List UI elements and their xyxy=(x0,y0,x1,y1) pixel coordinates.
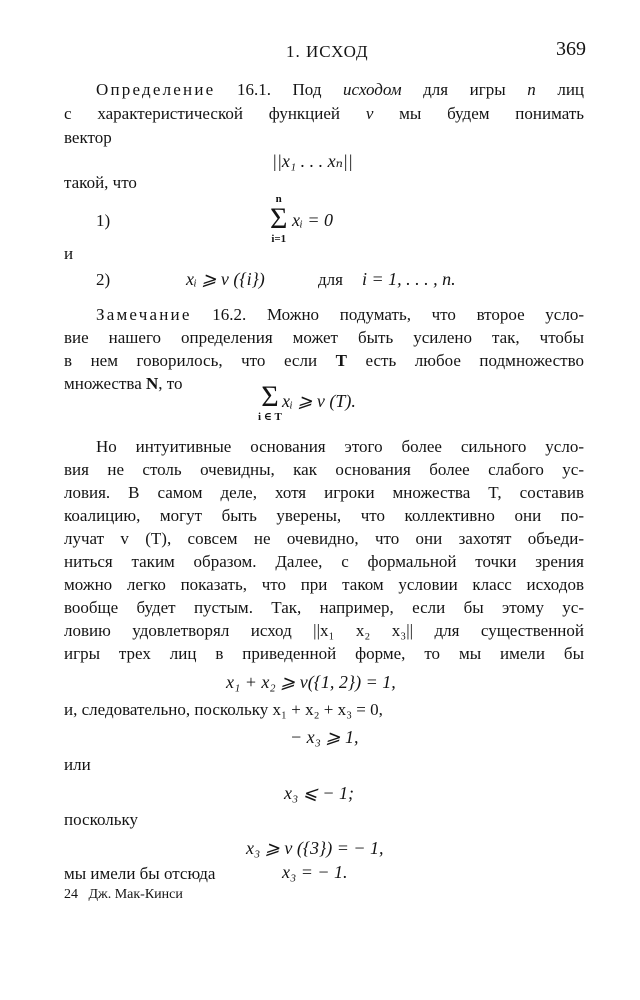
definition-line-3: вектор xyxy=(64,128,112,147)
page-number: 369 xyxy=(556,38,586,60)
definition-line-1 xyxy=(96,80,584,100)
paragraph-2-line-7: можно легко показать, что при таком условии класс исходов xyxy=(64,575,584,594)
definition-line-2 xyxy=(64,104,584,124)
condition-2-label: 2) xyxy=(96,270,111,289)
expression: xᵢ ⩾ v ({i}) xyxy=(186,269,265,289)
expression: x₃ ⩾ v ({3}) = − 1, xyxy=(246,838,384,858)
expression: x₃ ⩽ − 1; xyxy=(284,783,354,803)
condition-1-expression xyxy=(292,210,333,231)
paragraph-2-line-6: ниться таким образом. Далее, с формальной точки зрения xyxy=(64,552,584,571)
text-fragment: в нем говорилось, что если xyxy=(64,351,318,370)
text-fragment: для игры xyxy=(423,80,506,99)
expression: x₁ + x₂ ⩾ v({1, 2}) = 1, xyxy=(226,672,396,692)
signature-number: 24 xyxy=(64,887,78,902)
subset-sum-expression xyxy=(282,391,356,412)
signature-text: Дж. Мак-Кинси xyxy=(88,887,183,902)
text-fragment: с характеристической функцией xyxy=(64,104,341,123)
remark-line-3 xyxy=(64,351,584,371)
text-fragment: есть любое подмножество xyxy=(365,351,584,370)
definition-heading: Определение xyxy=(96,80,216,99)
equation-5 xyxy=(282,862,348,883)
sigma-glyph: Σ xyxy=(261,380,279,413)
defined-term: исходом xyxy=(343,80,402,99)
signature-mark xyxy=(64,887,183,903)
equation-3 xyxy=(284,783,354,804)
consequently-line: и, следовательно, поскольку x₁ + x₂ + x₃ = 0, xyxy=(64,700,383,719)
remark-line-4 xyxy=(64,374,183,394)
paragraph-2-line-4: коалицию, могут быть уверены, что коллективно они по- xyxy=(64,506,584,525)
equation-4 xyxy=(246,838,384,859)
equation-1 xyxy=(226,672,396,693)
sum-upper-limit: n xyxy=(275,193,282,205)
paragraph-2-line-10: игры трех лиц в приведенной форме, то мы имели бы xyxy=(64,644,584,663)
paragraph-2-line-9: ловию удовлетворял исход ||x₁ x₂ x₃|| для существенной xyxy=(64,621,584,640)
sigma-glyph: Σ xyxy=(270,202,288,235)
running-header: 1. ИСХОД xyxy=(286,42,369,61)
sum-lower-limit: i ∈ T xyxy=(258,411,282,423)
condition-2-range xyxy=(362,269,456,290)
condition-1-label: 1) xyxy=(96,211,111,230)
paragraph-2-line-1: Но интуитивные основания этого более сильного усло- xyxy=(96,437,584,456)
condition-2-for: для xyxy=(318,270,343,289)
expression: xᵢ ⩾ v (T). xyxy=(282,391,356,411)
vector-expression: ||x₁ . . . xₙ|| xyxy=(272,151,353,171)
since-word: поскольку xyxy=(64,810,138,829)
definition-number: 16.1. Под xyxy=(236,80,322,99)
text-fragment: множества xyxy=(64,374,142,393)
condition-2-expression xyxy=(186,269,265,290)
sum-lower-limit: i=1 xyxy=(271,233,287,245)
and-word: и xyxy=(64,244,74,263)
expression: − x₃ ⩾ 1, xyxy=(290,727,359,747)
sum-symbol-1 xyxy=(270,193,287,245)
text-fragment: 16.2. Можно подумать, что второе усло- xyxy=(212,305,584,324)
sum-symbol-2 xyxy=(258,380,282,423)
text-fragment: лиц xyxy=(557,80,585,99)
remark-line-2: вие нашего определения может быть усилено так, чтобы xyxy=(64,328,584,347)
paragraph-2-line-5: лучат v (T), совсем не очевидно, что они захотят объеди- xyxy=(64,529,584,548)
or-word: или xyxy=(64,755,91,774)
expression: x₃ = − 1. xyxy=(282,862,348,882)
set-symbol: T xyxy=(335,351,347,370)
vector-formula xyxy=(272,151,353,172)
remark-heading: Замечание xyxy=(96,305,192,324)
paragraph-2-line-2: вия не столь очевидны, как основания более слабого ус- xyxy=(64,460,584,479)
text-fragment: мы будем понимать xyxy=(399,104,585,123)
paragraph-2-line-8: вообще будет пустым. Так, например, если бы этому ус- xyxy=(64,598,584,617)
range-expression: i = 1, . . . , n. xyxy=(362,269,456,289)
expression: xᵢ = 0 xyxy=(292,210,333,230)
math-symbol: v xyxy=(365,104,374,123)
remark-line-1 xyxy=(96,305,584,325)
text-fragment: , то xyxy=(158,374,183,393)
equation-2 xyxy=(290,727,358,748)
paragraph-2-line-3: ловия. В самом деле, хотя игроки множества T, составив xyxy=(64,483,584,502)
such-that-text: такой, что xyxy=(64,173,137,192)
set-symbol: N xyxy=(146,374,159,393)
math-symbol: n xyxy=(527,80,536,99)
hence-line: мы имели бы отсюда xyxy=(64,864,216,883)
